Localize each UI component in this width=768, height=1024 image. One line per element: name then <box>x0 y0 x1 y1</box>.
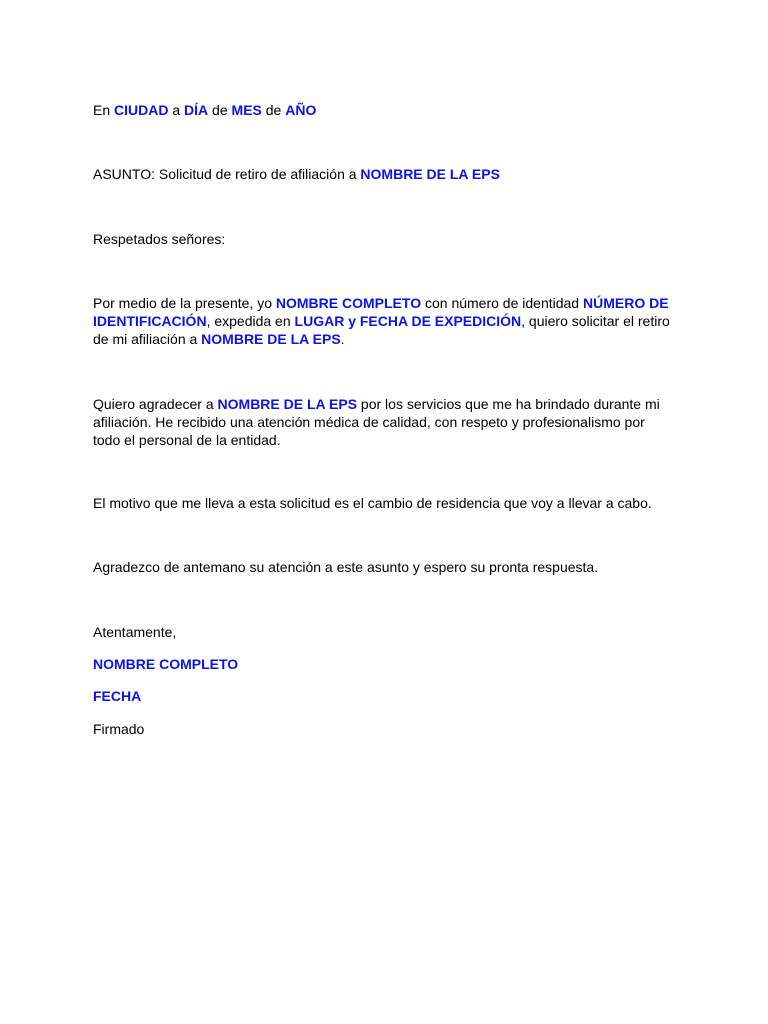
body-paragraph-3: El motivo que me lleva a esta solicitud es el cambio de residencia que voy a llevar a cabo. <box>93 495 652 511</box>
body1-text-3: , expedida en <box>206 313 295 329</box>
body1-text-5: . <box>340 331 345 347</box>
body2-text-2: por los servicios que me ha brindado durante mi afiliación. He recibido una atención médica de calidad, con respeto y profesionalismo por todo el personal de la entidad. <box>93 396 660 448</box>
place-date-placeholder: LUGAR y FECHA DE EXPEDICIÓN <box>294 313 522 329</box>
date-prefix: En <box>93 102 115 118</box>
body-paragraph-4: Agradezco de antemano su atención a este asunto y espero su pronta respuesta. <box>93 559 599 575</box>
month-placeholder: MES <box>231 102 262 118</box>
date-sep-1: a <box>168 102 185 118</box>
signed-label: Firmado <box>93 721 145 737</box>
subject-line <box>93 165 673 183</box>
year-placeholder: AÑO <box>285 102 317 118</box>
day-placeholder: DÍA <box>184 102 209 118</box>
body1-text-2: con número de identidad <box>421 295 583 311</box>
date-sep-3: de <box>261 102 286 118</box>
body-paragraph-2 <box>93 395 673 449</box>
body1-text-4: , quiero solicitar el retiro de mi afiliación a <box>93 313 670 347</box>
body2-text-1: Quiero agradecer a <box>93 396 218 412</box>
signature-name-placeholder: NOMBRE COMPLETO <box>93 656 239 672</box>
eps-placeholder: NOMBRE DE LA EPS <box>217 396 358 412</box>
eps-placeholder: NOMBRE DE LA EPS <box>201 331 341 347</box>
closing: Atentamente, <box>93 624 177 640</box>
body1-text-1: Por medio de la presente, yo <box>93 295 276 311</box>
full-name-placeholder: NOMBRE COMPLETO <box>275 295 422 311</box>
id-number-placeholder: NÚMERO DE IDENTIFICACIÓN <box>93 295 669 329</box>
subject-text: ASUNTO: Solicitud de retiro de afiliación a <box>93 166 361 182</box>
city-placeholder: CIUDAD <box>114 102 169 118</box>
date-sep-2: de <box>208 102 232 118</box>
greeting: Respetados señores: <box>93 231 226 247</box>
date-line <box>93 101 673 119</box>
signature-date-placeholder: FECHA <box>93 688 142 704</box>
eps-placeholder: NOMBRE DE LA EPS <box>360 166 500 182</box>
body-paragraph-1 <box>93 294 673 348</box>
